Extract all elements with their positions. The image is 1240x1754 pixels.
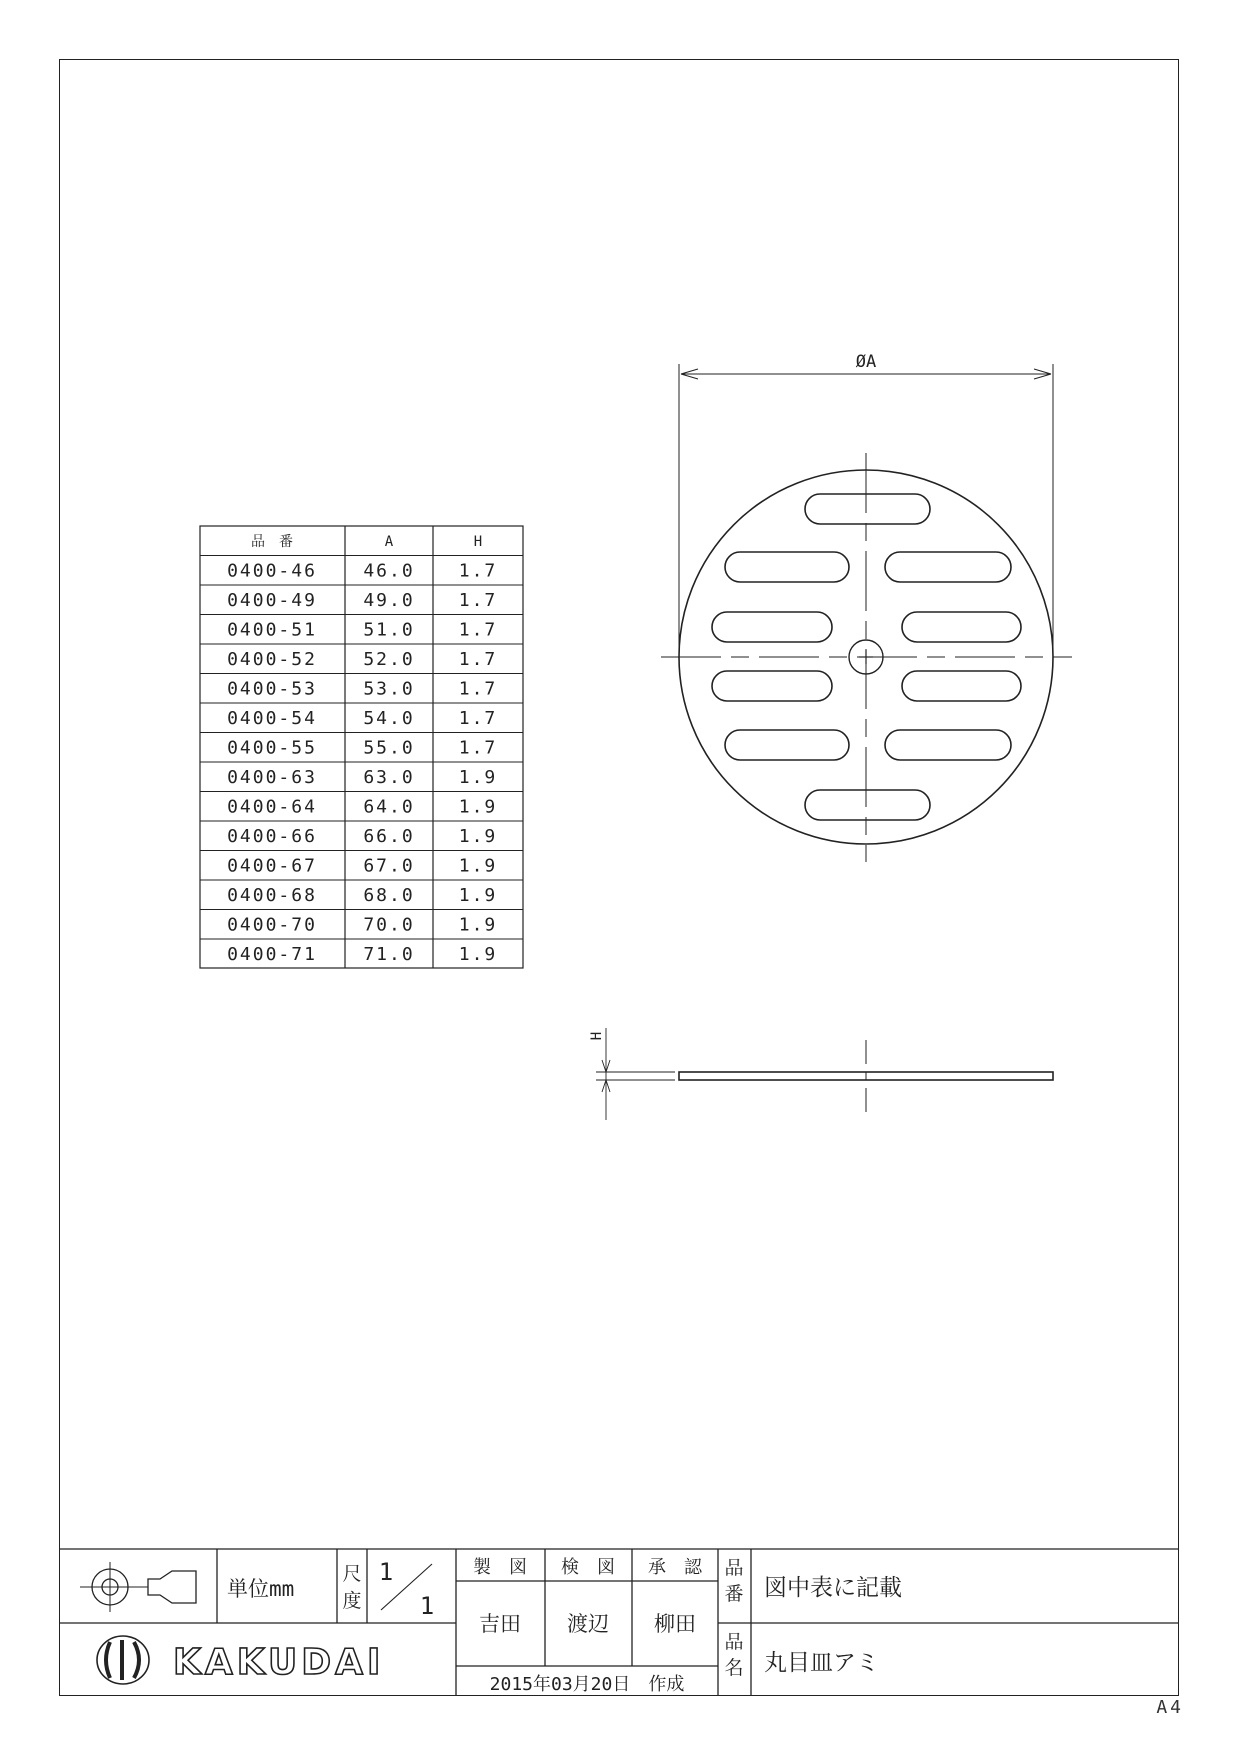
table-cell: 0400-53	[227, 678, 317, 700]
slot-8	[725, 730, 849, 760]
part-no-label-2: 番	[724, 1583, 744, 1605]
table-cell: 1.7	[458, 737, 498, 759]
scale-denominator: 1	[419, 1592, 435, 1620]
table-cell: 68.0	[363, 885, 415, 906]
table-cell: 1.9	[458, 855, 498, 877]
table-cell: 54.0	[363, 708, 415, 729]
slot-7	[902, 671, 1021, 701]
table-cell: 0400-71	[227, 944, 317, 965]
table-cell: 0400-63	[227, 767, 317, 788]
part-name-value: 丸目皿アミ	[764, 1650, 879, 1676]
table-cell: 1.9	[458, 826, 498, 847]
table-cell: 0400-52	[227, 649, 317, 670]
part-name-label-2: 名	[724, 1657, 744, 1679]
table-cell: 51.0	[363, 619, 415, 641]
logo-text: KAKUDAI	[173, 1642, 385, 1683]
table-cell: 1.7	[458, 678, 498, 700]
table-header-cell: H	[473, 534, 483, 550]
table-cell: 1.7	[458, 560, 498, 582]
table-cell: 1.7	[458, 590, 498, 611]
table-cell: 67.0	[363, 855, 415, 877]
table-cell: 0400-46	[227, 560, 317, 582]
drafted-by: 吉田	[479, 1612, 521, 1636]
unit-label: 単位mm	[227, 1577, 295, 1601]
drafted-label: 製 図	[473, 1557, 527, 1578]
slot-6	[712, 671, 832, 701]
table-header-cell: A	[384, 534, 394, 550]
checked-label: 検 図	[561, 1557, 615, 1578]
slot-9	[885, 730, 1011, 760]
table-cell: 0400-67	[227, 855, 317, 877]
table-header-cell: 品 番	[251, 534, 293, 550]
height-label: H	[589, 1031, 605, 1041]
approved-label: 承 認	[648, 1557, 702, 1578]
table-cell: 0400-49	[227, 590, 317, 611]
table-cell: 1.9	[458, 885, 498, 906]
kakudai-logo	[97, 1636, 149, 1684]
table-cell: 0400-64	[227, 796, 317, 818]
scale-label-2: 度	[342, 1590, 362, 1612]
diameter-label: ØA	[855, 352, 877, 372]
scale-label-1: 尺	[342, 1563, 362, 1585]
part-no-value: 図中表に記載	[764, 1575, 902, 1601]
part-no-label-1: 品	[724, 1557, 744, 1579]
table-cell: 1.7	[458, 619, 498, 641]
table-cell: 0400-55	[227, 737, 317, 759]
table-cell: 0400-66	[227, 826, 317, 847]
table-cell: 0400-68	[227, 885, 317, 906]
approved-by: 柳田	[654, 1612, 696, 1636]
side-view	[596, 1028, 1053, 1120]
sheet-size: A4	[1156, 1697, 1184, 1718]
slot-4	[712, 612, 832, 642]
table-cell: 63.0	[363, 767, 415, 788]
slot-2	[725, 552, 849, 582]
table-cell: 70.0	[363, 914, 415, 936]
table-cell: 1.9	[458, 914, 498, 936]
table-cell: 0400-54	[227, 708, 317, 729]
table-cell: 53.0	[363, 678, 415, 700]
table-cell: 0400-51	[227, 619, 317, 641]
slot-10	[805, 790, 930, 820]
table-cell: 71.0	[363, 944, 415, 965]
slot-5	[902, 612, 1021, 642]
plan-view	[661, 364, 1072, 862]
table-cell: 1.9	[458, 796, 498, 818]
table-cell: 66.0	[363, 826, 415, 847]
date-text: 2015年03月20日 作成	[489, 1674, 685, 1695]
third-angle-projection-icon	[80, 1562, 196, 1612]
slot-3	[885, 552, 1011, 582]
table-cell: 1.9	[458, 767, 498, 788]
table-cell: 49.0	[363, 590, 415, 611]
scale-numerator: 1	[378, 1558, 394, 1586]
table-cell: 1.9	[458, 944, 498, 965]
checked-by: 渡辺	[567, 1612, 609, 1636]
table-cell: 52.0	[363, 649, 415, 670]
table-cell: 55.0	[363, 737, 415, 759]
slot-1	[805, 494, 930, 524]
table-cell: 64.0	[363, 796, 415, 818]
part-name-label-1: 品	[724, 1631, 744, 1653]
table-cell: 0400-70	[227, 914, 317, 936]
table-cell: 1.7	[458, 708, 498, 729]
table-cell: 46.0	[363, 560, 415, 582]
table-cell: 1.7	[458, 649, 498, 670]
